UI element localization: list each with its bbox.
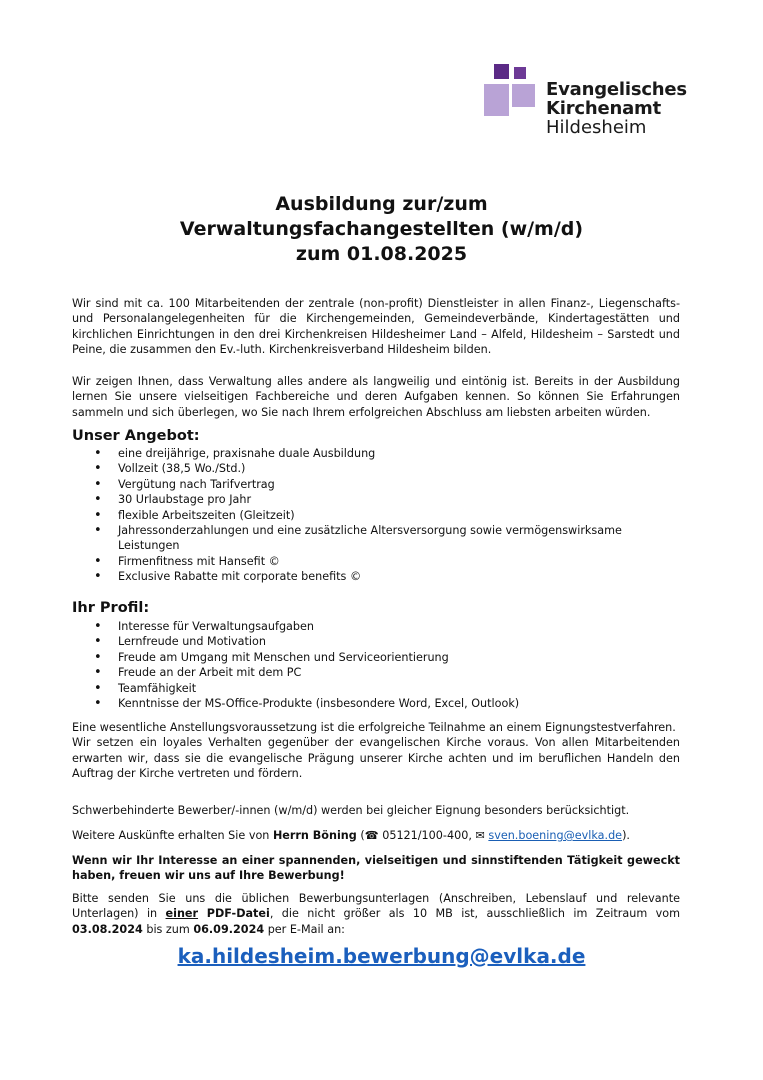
requirements-text	[72, 720, 680, 782]
contact-line: Weitere Auskünfte erhalten Sie von Herrn Böning (☎ 05121/100-400, ✉ sven.boening@evlka.de).	[72, 829, 630, 842]
mail-icon: ✉	[475, 829, 485, 842]
offer-item: • flexible Arbeitszeiten (Gleitzeit)	[72, 508, 680, 523]
apply-emphasis: einer	[165, 907, 199, 921]
job-title	[0, 192, 763, 267]
apply-text-part-4: bis zum	[142, 922, 194, 936]
phone-icon: ☎	[364, 829, 379, 842]
contact-suffix: ).	[622, 829, 630, 842]
job-title-line-1: Ausbildung zur/zum	[275, 193, 488, 215]
contact-name: Herrn Böning	[272, 829, 357, 842]
profile-item: • Lernfreude und Motivation	[72, 634, 680, 649]
organization-logo	[484, 64, 704, 140]
offer-item: • eine dreijährige, praxisnahe duale Ausbildung	[72, 446, 680, 461]
logo-square-light	[512, 84, 535, 107]
profile-item: • Interesse für Verwaltungsaufgaben	[72, 619, 680, 634]
apply-pdf: PDF-Datei	[198, 907, 270, 921]
interest-text: Wenn wir Ihr Interesse an einer spannenden, vielseitigen und sinnstiftenden Tätigkeit geweckt haben, freuen wir uns auf Ihre Bewerbung!	[72, 854, 680, 883]
offer-item: • 30 Urlaubstage pro Jahr	[72, 492, 680, 507]
profile-item: • Kenntnisse der MS-Office-Produkte (insbesondere Word, Excel, Outlook)	[72, 696, 680, 711]
profile-list	[72, 619, 680, 711]
contact-prefix: Weitere Auskünfte erhalten Sie von	[72, 829, 273, 842]
offer-list	[72, 446, 680, 585]
apply-text	[72, 891, 680, 937]
offer-item: • Firmenfitness mit Hansefit ©	[72, 554, 680, 569]
logo-square-dark	[494, 64, 509, 79]
logo-text	[546, 80, 687, 137]
offer-item: • Jahressonderzahlungen und eine zusätzliche Altersversorgung sowie vermögenswirksame Leistungen	[72, 523, 680, 554]
intro-paragraph-1: Wir sind mit ca. 100 Mitarbeitenden der zentrale (non-profit) Dienstleister in allen Finanz-, Liegenschafts- und Personalangelegenheiten für die Kirchengemeinden, Gemeindeverbände, Kindertagestätten und kirchlichen Einrichtungen in den drei Kirchenkreisen Hildesheimer Land – Alfeld, Hildesheim – Sarstedt und Peine, die zusammen den Ev.-luth. Kirchenkreisverband Hildesheim bilden.	[72, 297, 680, 357]
job-title-line-3: zum 01.08.2025	[295, 243, 468, 265]
apply-text-part-1: Bitte senden Sie uns die üblichen Bewerbungsunterlagen (Anschreiben, Lebenslauf und relevante Unterlagen) in	[72, 892, 680, 921]
profile-item: • Freude an der Arbeit mit dem PC	[72, 665, 680, 680]
offer-item: • Exclusive Rabatte mit corporate benefits ©	[72, 569, 680, 584]
contact-email-link[interactable]: sven.boening@evlka.de	[488, 829, 623, 842]
profile-heading: Ihr Profil:	[72, 600, 150, 616]
profile-item: • Teamfähigkeit	[72, 681, 680, 696]
requirements-paragraph-1: Eine wesentliche Anstellungsvoraussetzung ist die erfolgreiche Teilnahme an einem Eignungstestverfahren.	[72, 721, 676, 734]
job-title-line-2: Verwaltungsfachangestellten (w/m/d)	[179, 218, 584, 240]
apply-date-to: 06.09.2024	[193, 922, 265, 936]
application-email-link[interactable]: ka.hildesheim.bewerbung@evlka.de	[177, 944, 586, 968]
logo-line-1: Evangelisches	[546, 79, 687, 100]
contact-phone[interactable]: 05121/100-400	[382, 829, 469, 842]
apply-text-part-5: per E-Mail an:	[264, 922, 345, 936]
apply-date-from: 03.08.2024	[72, 922, 143, 936]
profile-item: • Freude am Umgang mit Menschen und Serviceorientierung	[72, 650, 680, 665]
logo-square-dark-small	[514, 67, 526, 79]
apply-text-part-3: , die nicht größer als 10 MB ist, ausschließlich im Zeitraum vom	[269, 907, 680, 921]
logo-line-2: Kirchenamt	[546, 98, 662, 119]
logo-square-light-tall	[484, 84, 509, 116]
disability-note: Schwerbehinderte Bewerber/-innen (w/m/d) werden bei gleicher Eignung besonders berücksichtigt.	[72, 804, 630, 817]
offer-heading: Unser Angebot:	[72, 428, 200, 444]
offer-item: • Vollzeit (38,5 Wo./Std.)	[72, 461, 680, 476]
logo-line-3: Hildesheim	[546, 117, 647, 138]
requirements-paragraph-2: Wir setzen ein loyales Verhalten gegenüber der evangelischen Kirche voraus. Von allen Mitarbeitenden erwarten wir, dass sie die evangelische Prägung unserer Kirche achten und im beruflichen Handeln den Auftrag der Kirche vertreten und fördern.	[72, 736, 680, 781]
intro-paragraph-2: Wir zeigen Ihnen, dass Verwaltung alles andere als langweilig und eintönig ist. Bereits in der Ausbildung lernen Sie unsere vielseitigen Fachbereiche und deren Aufgaben kennen. So können Sie Erfahrungen sammeln und sich überlegen, wo Sie nach Ihrem erfolgreichen Abschluss am liebsten arbeiten würden.	[72, 375, 680, 419]
offer-item: • Vergütung nach Tarifvertrag	[72, 477, 680, 492]
